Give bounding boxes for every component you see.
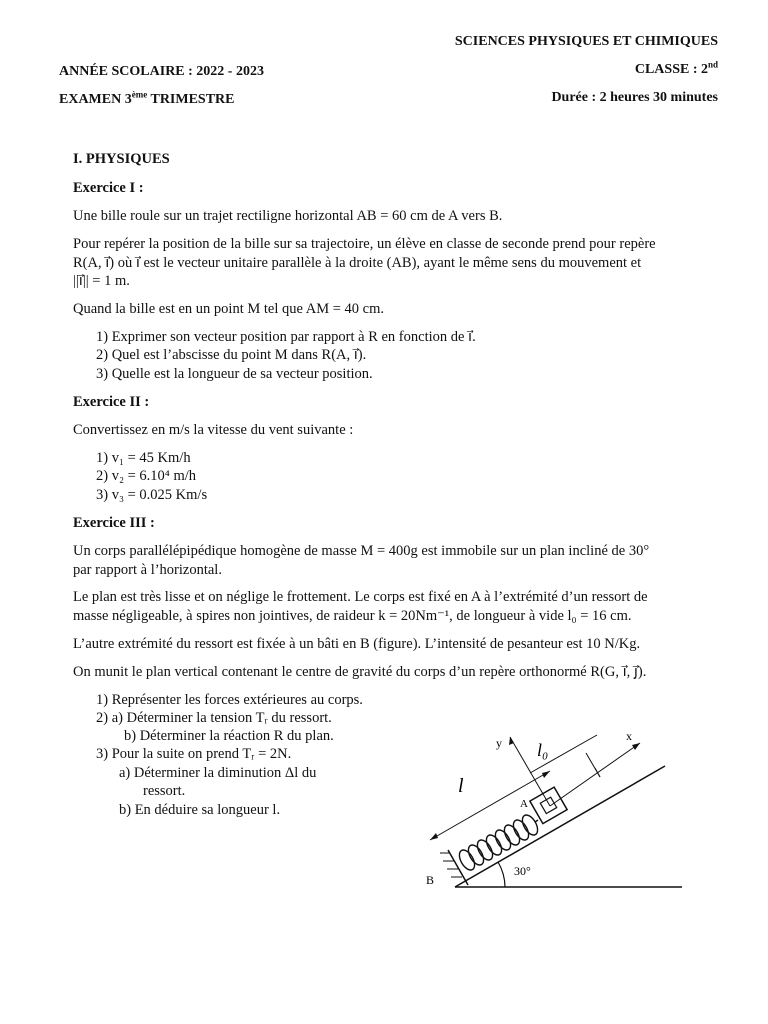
- class-label: CLASSE : 2nd: [634, 59, 718, 77]
- ex2-p1: Convertissez en m/s la vitesse du vent suivante :: [73, 422, 354, 438]
- ex1-p3: Quand la bille est en un point M tel que AM = 40 cm.: [73, 301, 385, 317]
- ex1-p2b: R(A, i⃗) où i⃗ est le vecteur unitaire parallèle à la droite (AB), ayant le même sens du mouvement et: [73, 255, 642, 271]
- ex1-title: Exercice I :: [73, 180, 144, 196]
- subject-title: SCIENCES PHYSIQUES ET CHIMIQUES: [454, 34, 718, 49]
- section-title: I. PHYSIQUES: [73, 151, 170, 167]
- duration-label: Durée : 2 heures 30 minutes: [551, 90, 718, 105]
- ex3-p1b: par rapport à l’horizontal.: [73, 562, 222, 578]
- block: [530, 787, 567, 824]
- ex1-question-2: 2) Quel est l’abscisse du point M dans R(A, i⃗).: [96, 347, 367, 363]
- ex1-p1: Une bille roule sur un trajet rectiligne horizontal AB = 60 cm de A vers B.: [73, 208, 503, 224]
- ex3-question-1: 1) Représenter les forces extérieures au corps.: [96, 692, 363, 708]
- ex2-title: Exercice II :: [73, 394, 150, 410]
- ex3-question-3b: b) En déduire sa longueur l.: [119, 802, 281, 818]
- ex3-question-3a-cont: ressort.: [143, 783, 186, 799]
- label-angle: 30°: [514, 864, 531, 878]
- ex2-question-3: 3) v₃ = 0.025 Km/s: [96, 487, 208, 503]
- label-l0: l₀: [537, 740, 549, 760]
- ex3-p3: L’autre extrémité du ressort est fixée à un bâti en B (figure). L’intensité de pesanteur est 10 N/Kg.: [73, 636, 641, 652]
- label-A: A: [520, 798, 528, 810]
- ex3-question-2b: b) Déterminer la réaction R du plan.: [124, 728, 334, 744]
- ex3-p4: On munit le plan vertical contenant le centre de gravité du corps d’un repère orthonormé R(G, i⃗, j⃗).: [73, 664, 647, 680]
- ex3-p1a: Un corps parallélépipédique homogène de masse M = 400g est immobile sur un plan incliné de 30°: [73, 543, 650, 559]
- ex3-question-2a: 2) a) Déterminer la tension Tᵣ du ressort.: [96, 710, 332, 726]
- label-y: y: [496, 736, 502, 750]
- ex3-p2b: masse négligeable, à spires non jointives, de raideur k = 20Nm⁻¹, de longueur à vide l₀ = 16 cm.: [73, 608, 632, 624]
- ex2-question-2: 2) v₂ = 6.10⁴ m/h: [96, 468, 197, 484]
- ex3-question-3: 3) Pour la suite on prend Tᵣ = 2N.: [96, 746, 292, 762]
- label-x: x: [626, 729, 632, 743]
- ex1-question-1: 1) Exprimer son vecteur position par rapport à R en fonction de i⃗.: [96, 329, 476, 345]
- label-l: l: [458, 775, 464, 797]
- ex1-p2a: Pour repérer la position de la bille sur sa trajectoire, un élève en classe de seconde prend pour repère: [73, 236, 656, 252]
- ex3-p2a: Le plan est très lisse et on néglige le frottement. Le corps est fixé en A à l’extrémité d’un ressort de: [73, 589, 648, 605]
- ex1-question-3: 3) Quelle est la longueur de sa vecteur position.: [96, 366, 373, 382]
- ex2-question-1: 1) v₁ = 45 Km/h: [96, 450, 191, 466]
- label-B: B: [426, 873, 435, 887]
- exam-title: EXAMEN 3ème TRIMESTRE: [59, 89, 235, 107]
- inclined-plane-figure: [410, 720, 700, 895]
- school-year: ANNÉE SCOLAIRE : 2022 - 2023: [59, 64, 264, 79]
- ex3-question-3a: a) Déterminer la diminution Δl du: [119, 765, 317, 781]
- ex1-p2c: ||i⃗|| = 1 m.: [73, 273, 130, 289]
- ex3-title: Exercice III :: [73, 515, 155, 531]
